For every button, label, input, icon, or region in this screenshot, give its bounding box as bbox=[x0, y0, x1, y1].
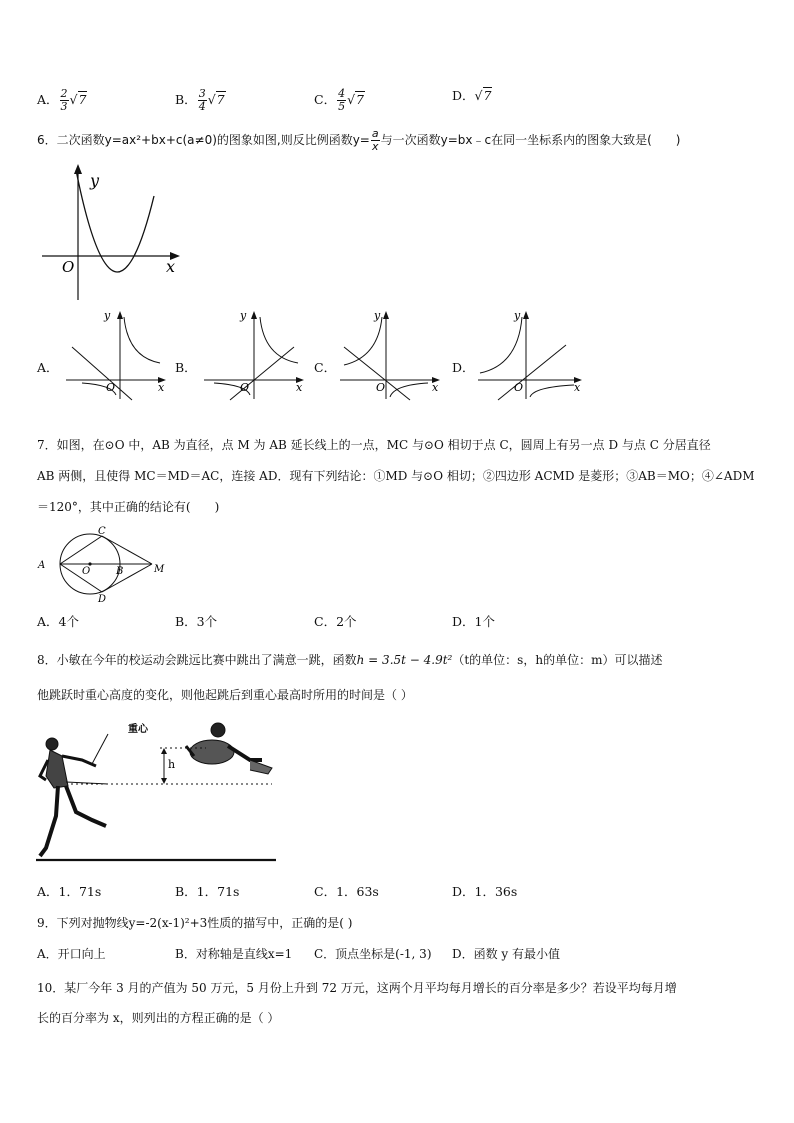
hyperbola-branch bbox=[260, 317, 298, 363]
svg-text:x: x bbox=[432, 381, 439, 394]
h-label: h bbox=[168, 758, 176, 771]
y-axis-arrow bbox=[74, 164, 82, 174]
sqrt: √7 bbox=[207, 92, 225, 107]
q6-option-c-graph bbox=[336, 307, 444, 402]
svg-text:M: M bbox=[154, 564, 165, 575]
fraction: $\frac{3}{4}$ bbox=[198, 87, 206, 113]
sqrt: √7 bbox=[474, 88, 492, 103]
q8-option-b: B．1．71s bbox=[175, 884, 240, 899]
hyperbola-branch bbox=[480, 317, 522, 373]
q8-line-2: 他跳跃时重心高度的变化，则他起跳后到重心最高时所用的时间是（ ） bbox=[37, 688, 413, 702]
origin-label: O bbox=[62, 258, 75, 276]
fraction: $\frac{2}{3}$ bbox=[60, 87, 68, 113]
q7-circle-figure bbox=[34, 524, 169, 606]
q6-option-d-graph bbox=[474, 307, 586, 402]
q6-option-a-label: A． bbox=[37, 360, 59, 375]
q5-option-d: D．√7 bbox=[452, 88, 492, 103]
q7-line-2: AB 两侧，且使得 MC＝MD＝AC，连接 AD．现有下列结论：①MD 与⊙O 相切；②四边形 ACMD 是菱形；③AB＝MO；④∠ADM bbox=[37, 469, 755, 483]
center-of-gravity-label: 重心 bbox=[128, 724, 148, 735]
svg-text:y: y bbox=[514, 309, 521, 322]
hyperbola-branch bbox=[390, 383, 428, 397]
svg-text:C: C bbox=[98, 526, 106, 537]
svg-text:y: y bbox=[240, 309, 247, 322]
q7-option-a: A．4个 bbox=[37, 614, 79, 629]
hyperbola-branch bbox=[344, 317, 382, 365]
fraction: $\frac{4}{5}$ bbox=[338, 87, 346, 113]
sqrt: √7 bbox=[69, 92, 87, 107]
svg-text:O: O bbox=[106, 381, 116, 394]
q10-line-2: 长的百分率为 x，则列出的方程正确的是（ ） bbox=[37, 1011, 280, 1025]
jumper-figure bbox=[186, 723, 272, 774]
svg-text:y: y bbox=[374, 309, 381, 322]
segment-ac bbox=[60, 536, 102, 564]
q9-option-c: C．顶点坐标是(-1, 3) bbox=[314, 947, 432, 961]
q6-option-b-label: B． bbox=[175, 360, 197, 375]
q7-line-3: ＝120°，其中正确的结论有( ) bbox=[37, 500, 220, 514]
line-graph bbox=[498, 345, 566, 400]
fraction: $\frac{a}{x}$ bbox=[371, 127, 379, 153]
hyperbola-branch bbox=[530, 385, 574, 397]
q8-option-c: C．1．63s bbox=[314, 884, 379, 899]
q6-option-d-label: D． bbox=[452, 360, 475, 375]
svg-text:y: y bbox=[104, 309, 111, 322]
q7-line-1: 7．如图，在⊙O 中，AB 为直径，点 M 为 AB 延长线上的一点，MC 与⊙O 相切于点 C，圆周上有另一点 D 与点 C 分居直径 bbox=[37, 438, 711, 452]
segment-ad bbox=[60, 564, 102, 592]
q8-option-a: A．1．71s bbox=[37, 884, 102, 899]
svg-text:O: O bbox=[82, 566, 91, 577]
q6-stem: 6．二次函数y=ax²+bx+c(a≠0)的图象如图,则反比例函数y= $\frac{a}{x}$ 与一次函数y=bx﹣c在同一坐标系内的图象大致是( ) bbox=[37, 127, 681, 153]
svg-text:A: A bbox=[38, 560, 46, 571]
q6-option-a-graph bbox=[62, 307, 170, 402]
svg-text:D: D bbox=[98, 594, 107, 605]
svg-text:O: O bbox=[514, 381, 524, 394]
q9-option-a: A．开口向上 bbox=[37, 947, 106, 961]
line-graph bbox=[72, 347, 132, 400]
q9-option-b: B．对称轴是直线x=1 bbox=[175, 947, 293, 961]
hyperbola-branch bbox=[124, 317, 160, 363]
svg-text:x: x bbox=[296, 381, 303, 394]
q6-parabola-figure bbox=[36, 160, 186, 302]
q8-long-jump-figure bbox=[36, 716, 280, 866]
q8-line-1: 8．小敏在今年的校运动会跳远比赛中跳出了满意一跳，函数h = 3.5t − 4.9t²（t的单位：s，h的单位：m）可以描述 bbox=[37, 653, 663, 667]
q6-option-c-label: C． bbox=[314, 360, 337, 375]
q6-option-b-graph bbox=[200, 307, 308, 402]
q10-line-1: 10．某厂今年 3 月的产值为 50 万元，5 月份上升到 72 万元，这两个月平均每月增长的百分率是多少？若设平均每月增 bbox=[37, 981, 677, 995]
q5-option-a: A． $\frac{2}{3}$ √7 bbox=[37, 87, 87, 113]
q8-option-d: D．1．36s bbox=[452, 884, 518, 899]
svg-text:B: B bbox=[116, 566, 124, 577]
x-axis-label: x bbox=[166, 257, 176, 276]
svg-text:x: x bbox=[574, 381, 581, 394]
sqrt: √7 bbox=[347, 92, 364, 107]
parabola-curve bbox=[76, 170, 154, 272]
q5-option-c: C． $\frac{4}{5}$ √7 bbox=[314, 87, 364, 113]
q9-option-d: D．函数 y 有最小值 bbox=[452, 947, 561, 961]
svg-text:x: x bbox=[158, 381, 165, 394]
runner-figure bbox=[40, 734, 108, 856]
formula: h = 3.5t − 4.9t² bbox=[356, 653, 453, 667]
segment-dm bbox=[102, 564, 152, 592]
q7-option-d: D．1个 bbox=[452, 614, 495, 629]
svg-text:O: O bbox=[376, 381, 386, 394]
q9-stem: 9．下列对抛物线y=-2(x-1)²+3性质的描写中，正确的是( ) bbox=[37, 916, 353, 930]
q7-option-b: B．3个 bbox=[175, 614, 218, 629]
segment-cm bbox=[102, 536, 152, 564]
svg-text:O: O bbox=[240, 381, 250, 394]
q7-option-c: C．2个 bbox=[314, 614, 357, 629]
q5-option-b: B． $\frac{3}{4}$ √7 bbox=[175, 87, 225, 113]
y-axis-label: y bbox=[90, 171, 100, 190]
